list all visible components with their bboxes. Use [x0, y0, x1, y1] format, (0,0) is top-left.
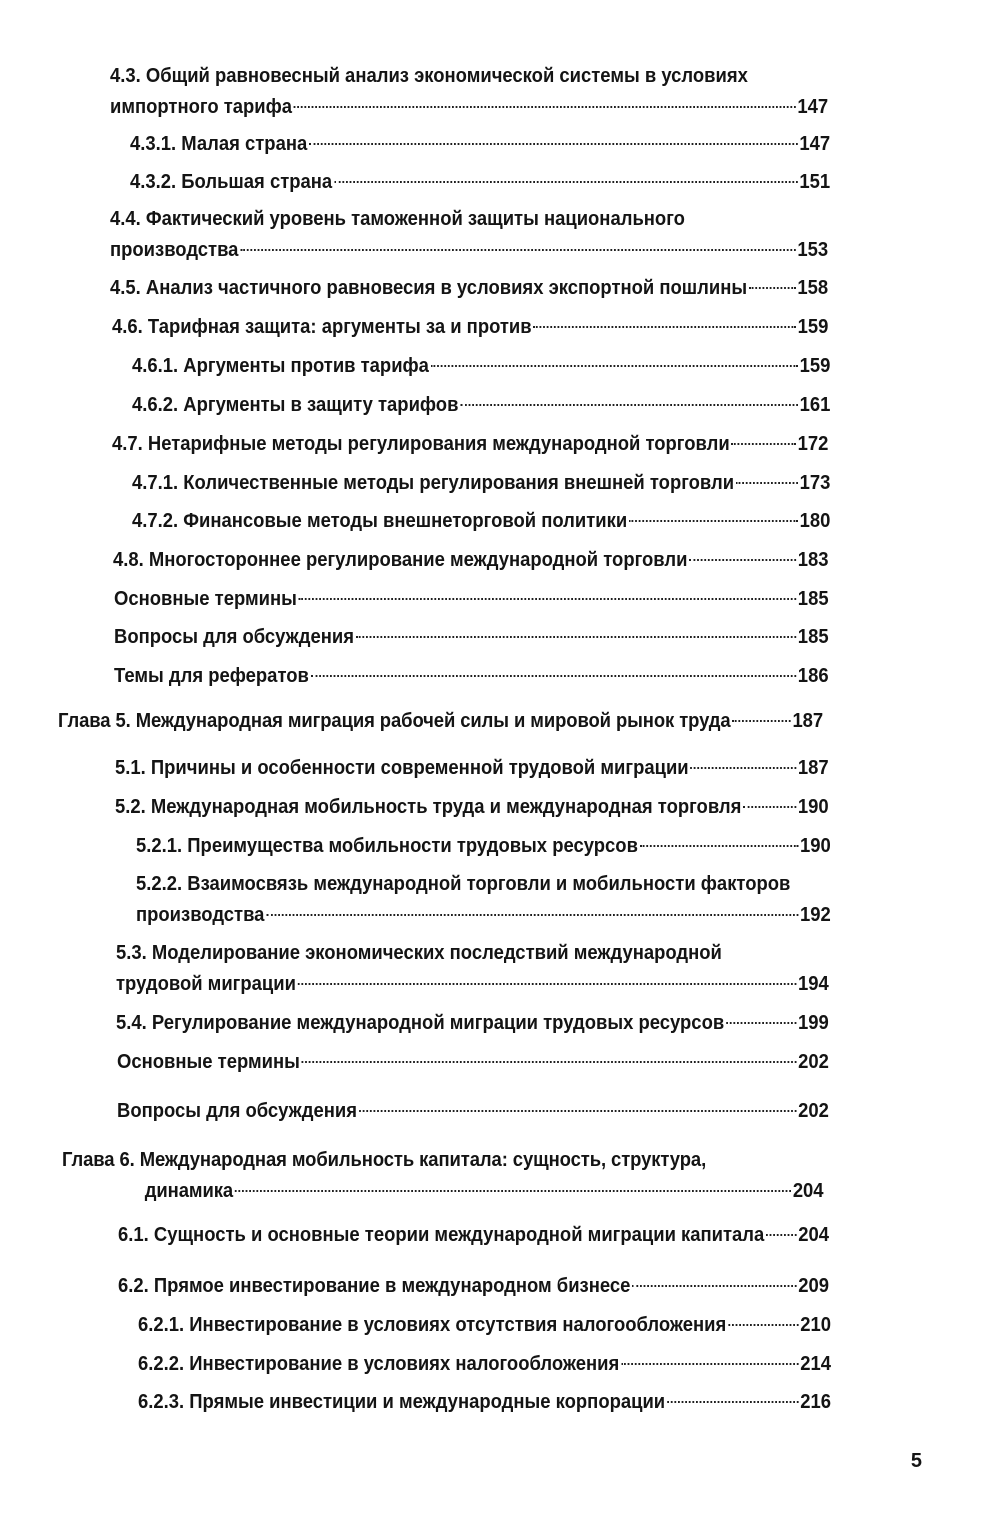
toc-entry-title: 6.2.3. Прямые инвестиции и международные корпорации [138, 1390, 666, 1413]
toc-entry [138, 1348, 831, 1379]
page-number: 5 [910, 1450, 922, 1472]
toc-entry [130, 166, 830, 197]
toc-entry [117, 1046, 829, 1077]
dot-leader [533, 326, 795, 328]
toc-page-number: 187 [797, 756, 829, 779]
toc-entry [116, 937, 829, 999]
toc-page-number: 202 [798, 1050, 829, 1073]
toc-entry-title: 4.8. Многостороннее регулирование международной торговли [113, 548, 688, 571]
toc-entry [118, 1270, 829, 1301]
toc-entry-title: трудовой миграции [116, 972, 296, 995]
toc-entry [110, 272, 828, 303]
toc-entry-title: Основные термины [117, 1050, 300, 1073]
toc-entry-title: 4.3.2. Большая страна [130, 170, 333, 193]
toc-entry-title: 4.7. Нетарифные методы регулирования международной торговли [112, 432, 730, 455]
dot-leader [240, 249, 795, 251]
toc-page-number: 159 [799, 354, 831, 377]
dot-leader [311, 675, 796, 677]
toc-entry [136, 830, 831, 861]
toc-page-number: 192 [800, 903, 831, 926]
dot-leader [689, 559, 796, 561]
toc-entry-title: Темы для рефератов [114, 664, 309, 687]
toc-page-number: 190 [800, 834, 831, 857]
dot-leader [309, 143, 798, 145]
dot-leader [621, 1363, 798, 1365]
toc-entry-title: производства [110, 238, 239, 261]
toc-entry [138, 1386, 831, 1417]
dot-leader [667, 1401, 798, 1403]
toc-page-number: 147 [799, 132, 831, 155]
dot-leader [266, 914, 798, 916]
dot-leader [334, 181, 798, 183]
toc-chapter-title: динамика [144, 1179, 234, 1202]
dot-leader [749, 287, 796, 289]
toc-entry [116, 1007, 829, 1038]
dot-leader [766, 1234, 796, 1236]
toc-entry-title: 4.3.1. Малая страна [130, 132, 308, 155]
toc-entry-title-line: 5.3. Моделирование экономических последствий международной [116, 941, 722, 964]
toc-entry-title: 5.4. Регулирование международной миграции трудовых ресурсов [116, 1011, 725, 1034]
toc-page-number: 216 [800, 1390, 831, 1413]
toc-page-number: 204 [798, 1223, 829, 1246]
toc-entry-title: 5.2. Международная мобильность труда и международная торговля [115, 795, 742, 818]
toc-page-number: 190 [797, 795, 829, 818]
toc-entry-title: Вопросы для обсуждения [114, 625, 354, 648]
toc-entry [110, 60, 828, 122]
toc-entry-title: 6.2.1. Инвестирование в условиях отсутствия налогообложения [138, 1313, 727, 1336]
toc-entry-title: 4.6.2. Аргументы в защиту тарифов [132, 393, 459, 416]
toc-entry-title: Основные термины [114, 587, 297, 610]
toc-entry [118, 1219, 829, 1250]
toc-page-number: 194 [798, 972, 829, 995]
dot-leader [632, 1285, 796, 1287]
toc-entry-title: 6.2. Прямое инвестирование в международном бизнесе [118, 1274, 631, 1297]
toc-entry [112, 428, 828, 459]
toc-entry-title: 4.5. Анализ частичного равновесия в условиях экспортной пошлины [110, 276, 748, 299]
dot-leader [460, 404, 798, 406]
toc-entry [113, 544, 829, 575]
toc-page-number: 151 [799, 170, 831, 193]
toc-entry [112, 311, 828, 342]
dot-leader [359, 1110, 797, 1112]
toc-page-number: 185 [797, 625, 829, 648]
dot-leader [302, 1061, 797, 1063]
toc-entry-title: 6.1. Сущность и основные теории международной миграции капитала [118, 1223, 765, 1246]
dot-leader [356, 636, 796, 638]
toc-entry-title: 5.1. Причины и особенности современной трудовой миграции [115, 756, 689, 779]
toc-page-number: 185 [797, 587, 829, 610]
toc-chapter-title: Глава 5. Международная миграция рабочей силы и мировой рынок труда [58, 709, 731, 732]
toc-page-number: 204 [792, 1179, 824, 1202]
toc-page-number: 158 [797, 276, 829, 299]
toc-entry-title-line: 4.4. Фактический уровень таможенной защиты национального [110, 207, 685, 230]
dot-leader [431, 365, 798, 367]
toc-page-number: 210 [800, 1313, 831, 1336]
toc-entry [132, 350, 830, 381]
dot-leader [629, 520, 798, 522]
toc-page-number: 153 [797, 238, 829, 261]
toc-entry-title: Вопросы для обсуждения [117, 1099, 357, 1122]
toc-page-number: 147 [797, 95, 829, 118]
toc-page-number: 202 [798, 1099, 829, 1122]
dot-leader [298, 983, 796, 985]
toc-entry [117, 1095, 829, 1126]
toc-page-number: 214 [800, 1352, 831, 1375]
dot-leader [299, 598, 796, 600]
toc-entry-title-line: 5.2.2. Взаимосвязь международной торговли и мобильности факторов [136, 872, 791, 895]
toc-entry-title: импортного тарифа [110, 95, 293, 118]
toc-entry [132, 389, 830, 420]
toc-entry [115, 752, 829, 783]
toc-entry-title: 6.2.2. Инвестирование в условиях налогообложения [138, 1352, 620, 1375]
toc-entry [132, 505, 830, 536]
toc-entry-title: 4.6.1. Аргументы против тарифа [132, 354, 429, 377]
toc-entry [130, 128, 830, 159]
dot-leader [640, 845, 798, 847]
toc-page-number: 172 [797, 432, 829, 455]
toc-page-number: 199 [798, 1011, 829, 1034]
toc-page-number: 159 [797, 315, 829, 338]
toc-entry [132, 467, 830, 498]
dot-leader [732, 720, 790, 722]
toc-page-number: 187 [792, 709, 823, 732]
dot-leader [294, 106, 796, 108]
dot-leader [736, 482, 798, 484]
toc-entry [114, 660, 829, 691]
dot-leader [731, 443, 795, 445]
toc-entry-title-line: 4.3. Общий равновесный анализ экономической системы в условиях [110, 64, 748, 87]
toc-page-number: 180 [799, 509, 831, 532]
toc-chapter-entry [62, 1144, 823, 1206]
toc-entry [115, 791, 829, 822]
toc-entry-title: 5.2.1. Преимущества мобильности трудовых ресурсов [136, 834, 638, 857]
toc-entry-title: 4.7.1. Количественные методы регулирования внешней торговли [132, 471, 735, 494]
toc-page-number: 173 [799, 471, 831, 494]
dot-leader [726, 1022, 796, 1024]
toc-entry [136, 868, 831, 930]
dot-leader [235, 1190, 791, 1192]
toc-entry-title: 4.7.2. Финансовые методы внешнеторговой политики [132, 509, 628, 532]
toc-chapter-entry [58, 705, 823, 736]
toc-entry [114, 621, 829, 652]
toc-entry-title: 4.6. Тарифная защита: аргументы за и против [112, 315, 532, 338]
toc-chapter-title-line: Глава 6. Международная мобильность капитала: сущность, структура, [62, 1148, 707, 1171]
toc-entry [114, 583, 829, 614]
toc-page-number: 186 [797, 664, 829, 687]
toc-entry [110, 203, 828, 265]
toc-page-number: 161 [799, 393, 831, 416]
toc-entry-title: производства [136, 903, 265, 926]
dot-leader [743, 806, 796, 808]
toc-entry [138, 1309, 831, 1340]
toc-page-number: 183 [797, 548, 829, 571]
dot-leader [690, 767, 796, 769]
dot-leader [728, 1324, 798, 1326]
toc-page-number: 209 [798, 1274, 829, 1297]
